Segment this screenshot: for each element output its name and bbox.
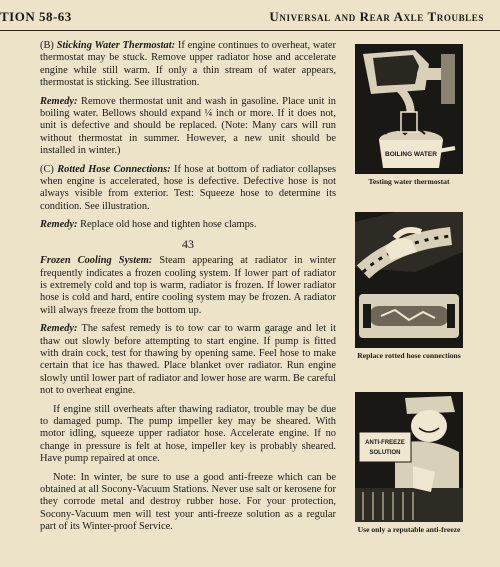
chapter-title: Universal and Rear Axle Troubles — [269, 9, 484, 24]
paragraph-frozen-cooling: Frozen Cooling System: Steam appearing at radiator in winter frequently indicates a frozen cooling system. If lower part of radiator is extremely cold and top is warm, radiator is frozen. If lower radiator hose is cold and hard, entire cooling system may be frozen. A radiator will always freeze from the bottom up. — [40, 255, 336, 316]
paragraph-pump: If engine still overheats after thawing radiator, trouble may be due to damaged pump. The pump impeller key may be sheared. With motor idling, squeeze upper radiator hose. Accelerate engine. If no change in pressure is felt at hose, impeller key is probably sheared. Have pump repaired at once. — [40, 403, 336, 465]
page-header — [0, 0, 500, 36]
paragraph-rotted-hose: (C) Rotted Hose Connections: If hose at bottom of radiator collapses when engine is accelerated, hose is defective. Defective hose is not always visible from exterior. Test: Squeeze hose to determine its condition. See illustration. — [40, 163, 336, 212]
paragraph-remedy-thermostat: Remedy: Remove thermostat unit and wash in gasoline. Place unit in boiling water. Bellows should expand ¼ inch or more. If it does not, unit is defective and should be replaced. (Note: Many cars will run without thermostat in summer. However, a new unit should be installed in winter.) — [40, 95, 336, 157]
anti-freeze-illustration — [355, 392, 463, 522]
figure-anti-freeze — [355, 392, 463, 534]
paragraph-title: Remedy: — [40, 219, 78, 231]
paragraph-title: Frozen Cooling System: — [40, 255, 153, 267]
figure-testing-thermostat — [355, 44, 463, 186]
paragraph-remedy-hose: Remedy: Replace old hose and tighten hose clamps. — [40, 219, 257, 231]
paragraph-title: Sticking Water Thermostat: — [56, 40, 176, 51]
figure-label: BOILING WATER — [385, 151, 437, 158]
figure-caption: Use only a reputable anti-freeze — [357, 525, 461, 534]
figure-label: ANTI-FREEZE — [365, 440, 405, 446]
hose-illustration — [355, 212, 463, 348]
paragraph-title: Remedy: — [40, 323, 78, 335]
figure-label: SOLUTION — [369, 450, 401, 456]
section-number: TION 58-63 — [0, 9, 72, 24]
figure-caption: Replace rotted hose connections — [357, 351, 461, 360]
figure-rotted-hose — [355, 212, 463, 360]
thermostat-illustration — [355, 44, 463, 174]
header-rule — [0, 30, 500, 31]
text-column — [40, 40, 336, 540]
paragraph-title: Rotted Hose Connections: — [57, 163, 171, 175]
paragraph-note: Note: In winter, be sure to use a good anti-freeze which can be obtained at all Socony-Vacuum Stations. Never use salt or kerosene for they corrode metal and destroy rubber hose. For your protection, Socony-Vacuum men will test your anti-freeze solution as a regular part of its Winter-proof Service. — [40, 471, 336, 533]
page-number: 43 — [182, 236, 194, 251]
paragraph-title: Remedy: — [40, 95, 78, 107]
paragraph-sticking-thermostat: (B) Sticking Water Thermostat: If engine continues to overheat, water thermostat may be stuck. Remove upper radiator hose and accelerate engine while still warm. If only a thin stream of water appears, thermostat is sticking. See illustration. — [40, 40, 337, 89]
figure-caption: Testing water thermostat — [368, 177, 450, 186]
paragraph-remedy-frozen: Remedy: The safest remedy is to tow car to warm garage and let it thaw out slowly before attempting to start engine. If pump is fitted with drain cock, test for thawing by opening same. Feel hose to make certain that ice has thawed. Place blanket over radiator. Run engine slowly until lower part of radiator and lower hose are warm. Be careful not to overheat engine. — [40, 323, 336, 397]
